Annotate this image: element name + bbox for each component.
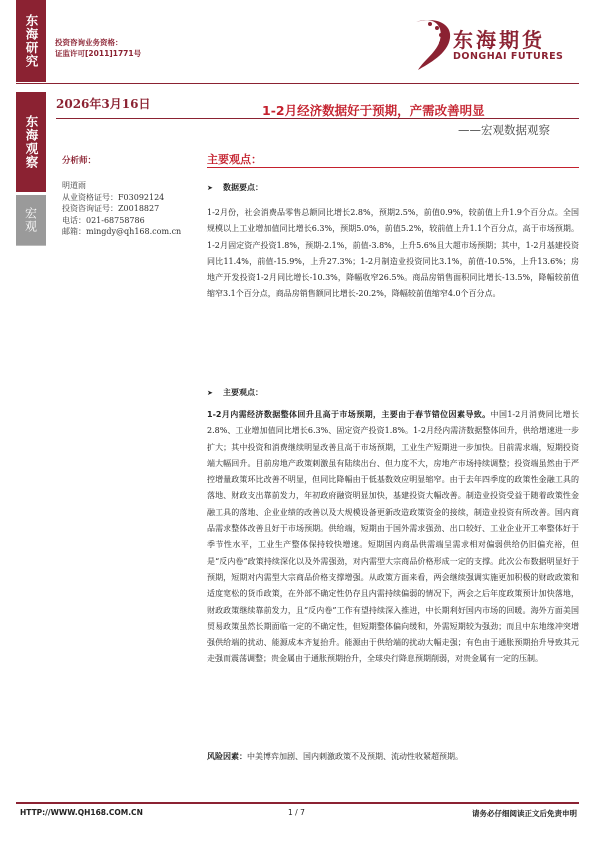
analyst-label: 分析师： <box>62 156 97 166</box>
header-divider <box>16 83 579 84</box>
risk-factors <box>207 749 579 765</box>
views-lead: 1-2月内需经济数据整体回升且高于市场预期，主要由于春节错位因素导致。 <box>207 410 491 419</box>
sidebar-main-label: 东海观察 <box>16 92 46 192</box>
qualification-info <box>55 37 141 59</box>
footer-divider <box>16 802 579 804</box>
risk-label: 风险因素： <box>207 752 247 761</box>
report-date: 2026年3月16日 <box>56 97 151 111</box>
logo-chinese-name: 东海期货 <box>453 28 545 52</box>
arrow-bullet-icon: ➤ <box>207 389 213 397</box>
footer-disclaimer: 请务必仔细阅读正文后免责申明 <box>472 809 577 818</box>
data-section-heading <box>207 182 263 193</box>
title-divider <box>56 118 579 119</box>
analyst-practice-cert: 从业资格证号：F03092124 <box>62 192 165 202</box>
key-points-title: 主要观点： <box>207 153 262 166</box>
risk-text: 中美博弈加剧、国内刺激政策不及预期、流动性收紧超预期。 <box>247 752 463 761</box>
sidebar-category-label: 宏观 <box>16 195 46 245</box>
analyst-phone: 电话：021-68758786 <box>62 215 145 225</box>
arrow-bullet-icon: ➤ <box>207 184 213 192</box>
logo-english-name: DONGHAI FUTURES <box>453 51 564 62</box>
analyst-consult-cert: 投资咨询证号：Z0018827 <box>62 204 160 213</box>
qualification-line: 投资咨询业务资格： <box>55 38 123 47</box>
analyst-email[interactable]: 邮箱：mingdy@qh168.com.cn <box>62 227 182 236</box>
page-number: 1 / 7 <box>288 808 305 817</box>
research-tab: 东海研究 <box>16 0 46 82</box>
views-section-title: 主要观点： <box>223 388 263 397</box>
sidebar-divider <box>16 245 46 246</box>
report-title: 1-2月经济数据好于预期，产需改善明显 <box>262 103 485 118</box>
key-points-divider <box>207 167 579 168</box>
views-section-body <box>207 407 579 668</box>
analyst-info <box>62 180 181 238</box>
license-line: 证监许可[2011]1771号 <box>55 49 142 58</box>
data-section-body: 1-2月份，社会消费品零售总额同比增长2.8%，预期2.5%，前值0.9%，较前值上升1.9个百分点。全国规模以上工业增加值同比增长6.3%，预期5.0%，前值5.2%，较前值上升1.1个百分点，高于市场预期。1-2月固定资产投资1.8%，预期-2.1%，前值-3.8%，上升5.6%且大超市场预期；其中，1-2月基建投资同比11.4%，前值-15.9%，上升27.3%；1-2月制造业投资同比3.1%，前值-10.5%，上升13.6%；房地产开发投资1-2月同比增长-10.3%，降幅收窄26.5%。商品房销售面积同比增长-13.5%，降幅较前值缩窄3.1个百分点，商品房销售额同比增长-20.2%，降幅较前值缩窄4.0个百分点。 <box>207 208 579 299</box>
views-section-heading <box>207 387 263 398</box>
views-text: 中国1-2月消费同比增长2.8%、工业增加值同比增长6.3%、固定资产投资1.8%。1-2月经内需济数据整体回升，供给增速进一步扩大；其中投资和消费继续明显改善且高于市场预期，工业生产短期进一步加快。目前需求端，短期投资端大幅回升。目前房地产政策刺激虽有陆续出台、但力度不大，房地产市场持续调整；投资端虽然由于严控增量政策环比改善不明显，但同比降幅由于低基数效应明显缩窄。由于去年四季度的政策性金融工具的落地、财政支出靠前发力，年初政府融资明显加快，基建投资大幅改善。制造业投资受益于随着政策性金融工具的落地、企业业绩的改善以及大规模设备更新改造政策资金的接续，制造业投资有所改善。国内商品需求整体改善且好于市场预期。供给端，短期由于国外需求强劲、出口较好、工业企业开工率整体好于季节性水平，工业生产整体保持较快增速。短期国内商品供需端呈需求相对偏弱供给仍旧偏充裕，但是“反内卷”政策持续深化以及外需强劲，对内需型大宗商品价格形成一定的支撑。此次公布数据明显好于预期，短期对内需型大宗商品价格支撑增强。从政策方面来看，两会继续强调实施更加积极的财政政策和适度宽松的货币政策，在外部不确定性仍存且内需持续偏弱的情况下，两会之后年度政策预计加快落地，财政政策继续靠前发力，且“反内卷”工作有望持续深入推进，中长期利好国内市场的回暖。海外方面美国贸易政策虽然长期面临一定的不确定性，但短期整体偏向缓和，外需短期较为强劲；而且中东地缘冲突增强供给端的扰动、能源成本齐复抬升。能源由于供给端的扰动大幅走强；有色由于通胀预期抬升导致其元走强而震荡调整；贵金属由于通胀预期抬升，全球央行降息预期削弱，对贵金属有一定的压制。 <box>207 410 579 664</box>
report-subtitle: ——宏观数据观察 <box>458 123 550 137</box>
footer-website-link[interactable]: HTTP://WWW.QH168.COM.CN <box>20 808 143 817</box>
analyst-name: 明道雨 <box>62 181 86 190</box>
data-section-title: 数据要点： <box>223 183 263 192</box>
